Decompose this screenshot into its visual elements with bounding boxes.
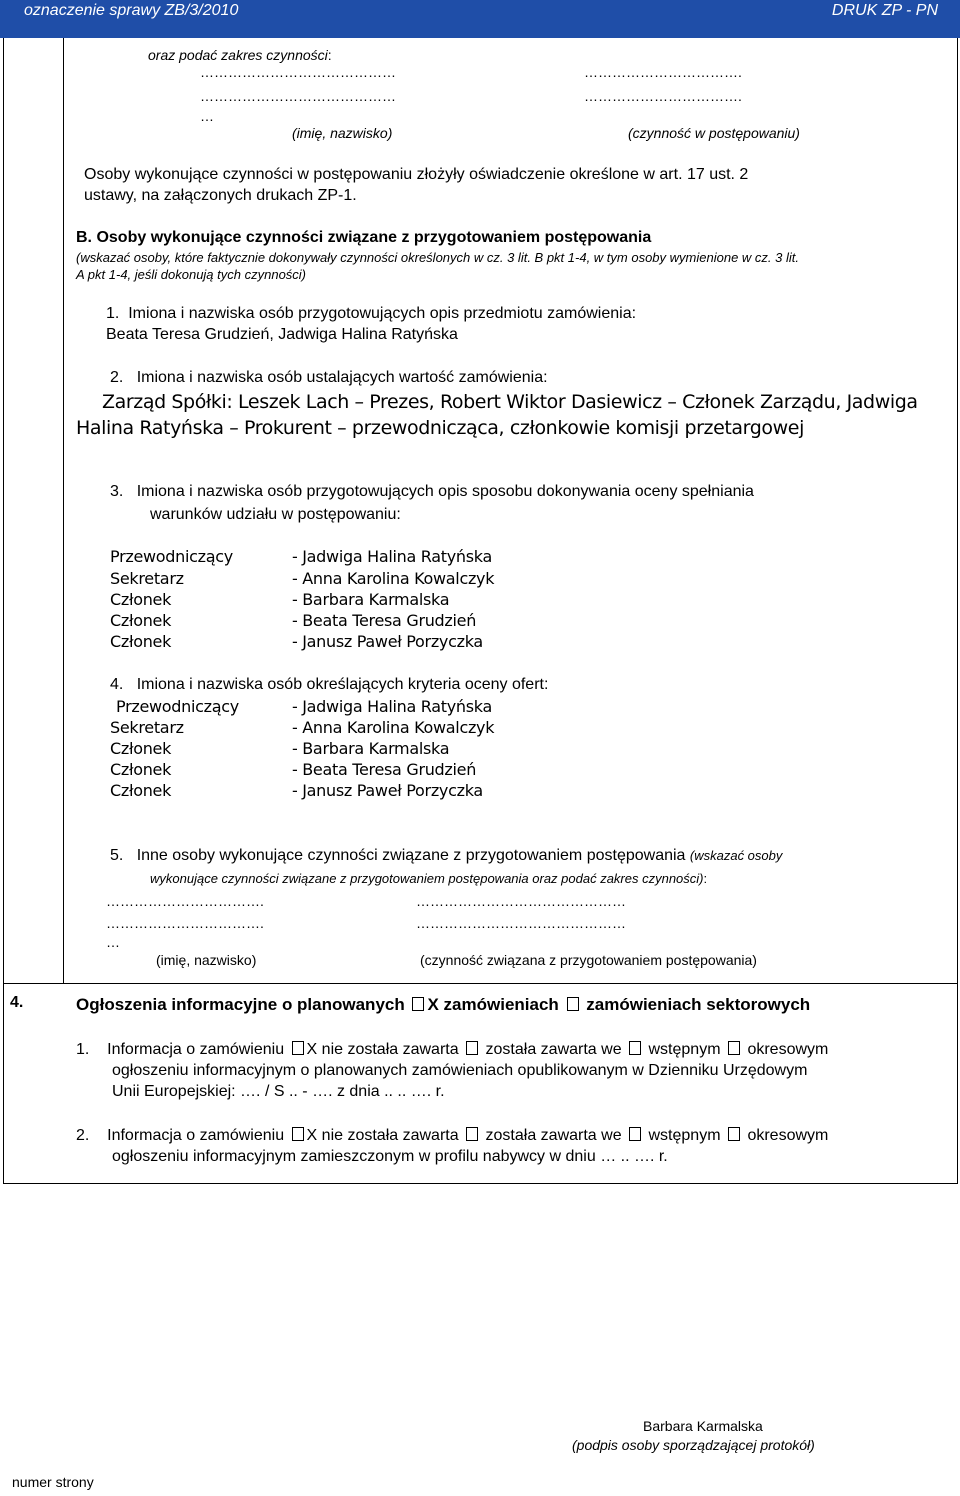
caption-activity: (czynność w postępowaniu) [628, 125, 800, 141]
item5-caption-activity: (czynność związana z przygotowaniem postępowania) [420, 952, 757, 968]
member-role: Sekretarz [110, 718, 184, 737]
section-divider [3, 983, 958, 984]
member-role: Członek [110, 611, 172, 630]
form-code: DRUK ZP - PN [831, 2, 938, 19]
member-role: Przewodniczący [110, 547, 233, 566]
item2-label: 2. Imiona i nazwiska osób ustalających wartość zamówienia: [110, 369, 548, 386]
checkbox-icon [466, 1127, 478, 1141]
caption-name: (imię, nazwisko) [292, 125, 393, 141]
item5-note: wykonujące czynności związane z przygotowaniem postępowania oraz podać zakres czynności): [150, 871, 708, 886]
member-name: - Beata Teresa Grudzień [292, 611, 477, 630]
checkbox-icon [629, 1041, 641, 1055]
checkbox-icon [412, 997, 424, 1011]
member-name: - Jadwiga Halina Ratyńska [292, 697, 492, 716]
section4-p1-line2: ogłoszeniu informacyjnym o planowanych zamówieniach opublikowanym w Dzienniku Urzędowym [112, 1062, 808, 1079]
member-name: - Janusz Paweł Porzyczka [292, 632, 483, 651]
member-role: Członek [110, 781, 172, 800]
member-role: Członek [110, 760, 172, 779]
section-b-note2: A pkt 1-4, jeśli dokonują tych czynności) [76, 267, 307, 282]
checkbox-icon [466, 1041, 478, 1055]
member-role: Członek [110, 739, 172, 758]
member-name: - Beata Teresa Grudzień [292, 760, 477, 779]
member-name: - Jadwiga Halina Ratyńska [292, 547, 492, 566]
checkbox-icon [728, 1041, 740, 1055]
statement-line1: Osoby wykonujące czynności w postępowaniu złożyły oświadczenie określone w art. 17 ust. 2 [84, 166, 749, 183]
signature-name: Barbara Karmalska [643, 1418, 763, 1434]
dots-name-2: …………………………………… [200, 88, 396, 104]
member-name: - Janusz Paweł Porzyczka [292, 781, 483, 800]
member-name: - Anna Karolina Kowalczyk [292, 718, 495, 737]
frame-right [957, 38, 958, 1184]
dots-activity-1: ……………………………. [584, 64, 742, 80]
page-number-label: numer strony [12, 1474, 94, 1490]
item5-dots-activity-2: ……………………………………… [416, 915, 626, 931]
scope-label: oraz podać zakres czynności: [148, 47, 332, 63]
section4-title: Ogłoszenia informacyjne o planowanych X zamówieniach zamówieniach sektorowych [76, 995, 811, 1014]
section4-p2-line2: ogłoszeniu informacyjnym zamieszczonym w profilu nabywcy w dniu … .. …. r. [112, 1148, 668, 1165]
dots-name-1: …………………………………… [200, 64, 396, 80]
section-b-note1: (wskazać osoby, które faktycznie dokonywały czynności określonych w cz. 3 lit. B pkt 1-4, w tym osoby wymienione w cz. 3 lit. [76, 250, 799, 265]
checkbox-icon [728, 1127, 740, 1141]
case-number: oznaczenie sprawy ZB/3/2010 [24, 2, 239, 19]
member-name: - Barbara Karmalska [292, 590, 450, 609]
member-name: - Barbara Karmalska [292, 739, 450, 758]
item5-label: 5. Inne osoby wykonujące czynności związane z przygotowaniem postępowania (wskazać osoby [110, 847, 783, 864]
section4-p1-line3: Unii Europejskiej: …. / S .. - …. z dnia .. .. …. r. [112, 1083, 445, 1100]
member-role: Przewodniczący [116, 697, 239, 716]
checkbox-icon [292, 1127, 304, 1141]
item3-label1: 3. Imiona i nazwiska osób przygotowujących opis sposobu dokonywania oceny spełniania [110, 483, 754, 500]
member-role: Członek [110, 590, 172, 609]
frame-inner-left [63, 38, 64, 984]
item2-value-line1: Zarząd Spółki: Leszek Lach – Prezes, Robert Wiktor Dasiewicz – Członek Zarządu, Jadwiga [102, 391, 918, 413]
document-header [0, 0, 960, 38]
section4-p2-line1: 2. Informacja o zamówieniu X nie została zawarta została zawarta we wstępnym okresowym [76, 1127, 829, 1144]
dots-3: … [200, 108, 214, 124]
member-role: Członek [110, 632, 172, 651]
dots-activity-2: ……………………………. [584, 88, 742, 104]
item3-label2: warunków udziału w postępowaniu: [150, 506, 401, 523]
checkbox-icon [292, 1041, 304, 1055]
frame-left [3, 38, 4, 1184]
statement-line2: ustawy, na załączonych drukach ZP-1. [84, 187, 357, 204]
item5-dots-name-1: ……………………………. [106, 893, 264, 909]
signature-caption: (podpis osoby sporządzającej protokół) [572, 1437, 815, 1453]
item5-dots-3: … [106, 934, 120, 950]
item1-label: 1. Imiona i nazwiska osób przygotowujących opis przedmiotu zamówienia: [106, 305, 637, 322]
checkbox-icon [629, 1127, 641, 1141]
item1-value: Beata Teresa Grudzień, Jadwiga Halina Ratyńska [106, 326, 458, 343]
item5-dots-name-2: ……………………………. [106, 915, 264, 931]
section-b-title: B. Osoby wykonujące czynności związane z przygotowaniem postępowania [76, 229, 652, 246]
item5-caption-name: (imię, nazwisko) [156, 952, 257, 968]
item5-dots-activity-1: ……………………………………… [416, 893, 626, 909]
frame-bottom [3, 1183, 958, 1184]
section4-p1-line1: 1. Informacja o zamówieniu X nie została zawarta została zawarta we wstępnym okresowym [76, 1041, 829, 1058]
member-name: - Anna Karolina Kowalczyk [292, 569, 495, 588]
item4-label: 4. Imiona i nazwiska osób określających kryteria oceny ofert: [110, 676, 549, 693]
member-role: Sekretarz [110, 569, 184, 588]
section4-number: 4. [10, 994, 24, 1011]
item2-value-line2: Halina Ratyńska – Prokurent – przewodnicząca, członkowie komisji przetargowej [76, 417, 804, 439]
checkbox-icon [567, 997, 579, 1011]
